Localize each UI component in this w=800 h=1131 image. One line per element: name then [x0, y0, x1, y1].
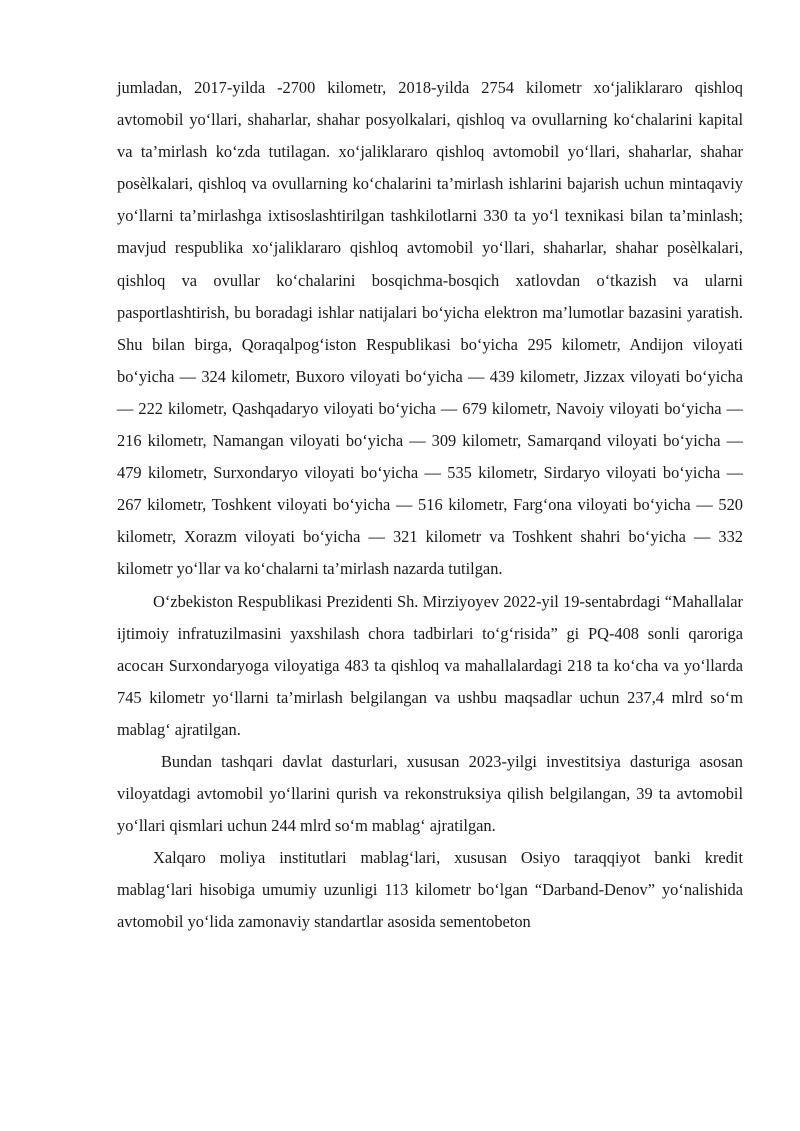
paragraph-road-repair-plan: jumladan, 2017-yilda -2700 kilometr, 2018-yilda 2754 kilometr xo‘jaliklararo qishloq avtomobil yo‘llari, shaharlar, shahar posyolkalari, qishloq va ovullarning ko‘chalarini kapital va ta’mirlash ko‘zda tutilagan. xo‘jaliklararo qishloq avtomobil yo‘llari, shaharlar, shahar posèlkalari, qishloq va ovullarning ko‘chalarini ta’mirlash ishlarini bajarish uchun mintaqaviy yo‘llarni ta’mirlashga ixtisoslashtirilgan tashkilotlarni 330 ta yo‘l texnikasi bilan ta’minlash; mavjud respublika xo‘jaliklararo qishloq avtomobil yo‘llari, shaharlar, shahar posèlkalari, qishloq va ovullar ko‘chalarini bosqichma-bosqich xatlovdan o‘tkazish va ularni pasportlashtirish, bu boradagi ishlar natijalari bo‘yicha elektron ma’lumotlar bazasini yaratish. Shu bilan birga, Qoraqalpog‘iston Respublikasi bo‘yicha 295 kilometr, Andijon viloyati bo‘yicha — 324 kilometr, Buxoro viloyati bo‘yicha — 439 kilometr, Jizzax viloyati bo‘yicha — 222 kilometr, Qashqadaryo viloyati bo‘yicha — 679 kilometr, Navoiy viloyati bo‘yicha — 216 kilometr, Namangan viloyati bo‘yicha — 309 kilometr, Samarqand viloyati bo‘yicha — 479 kilometr, Surxondaryo viloyati bo‘yicha — 535 kilometr, Sirdaryo viloyati bo‘yicha — 267 kilometr, Toshkent viloyati bo‘yicha — 516 kilometr, Farg‘ona viloyati bo‘yicha — 520 kilometr, Xorazm viloyati bo‘yicha — 321 kilometr va Toshkent shahri bo‘yicha — 332 kilometr yo‘llar va ko‘chalarni ta’mirlash nazarda tutilgan.: [117, 78, 743, 579]
paragraph-presidential-decree: O‘zbekiston Respublikasi Prezidenti Sh. Mirziyoyev 2022-yil 19-sentabrdagi “Mahallalar ijtimoiy infratuzilmasini yaxshilash chora tadbirlari to‘g‘risida” gi PQ-408 sonli qaroriga асосан Surxondaryoga viloyatiga 483 ta qishloq va mahallalardagi 218 ta ko‘cha va yo‘llarda 745 kilometr yo‘llarni ta’mirlash belgilangan va ushbu maqsadlar uchun 237,4 mlrd so‘m mablag‘ ajratilgan.: [117, 591, 743, 739]
document-page: [117, 72, 743, 939]
paragraph-international-finance: Xalqaro moliya institutlari mablag‘lari, xususan Osiyo taraqqiyot banki kredit mablag‘lari hisobiga umumiy uzunligi 113 kilometr bo‘lgan “Darband-Denov” yo‘nalishida avtomobil yo‘lida zamonaviy standartlar asosida sementobeton: [117, 848, 743, 932]
paragraph-investment-program: Bundan tashqari davlat dasturlari, xususan 2023-yilgi investitsiya dasturiga asosan viloyatdagi avtomobil yo‘llarini qurish va rekonstruksiya qilish belgilangan, 39 ta avtomobil yo‘llari qismlari uchun 244 mlrd so‘m mablag‘ ajratilgan.: [117, 751, 743, 836]
